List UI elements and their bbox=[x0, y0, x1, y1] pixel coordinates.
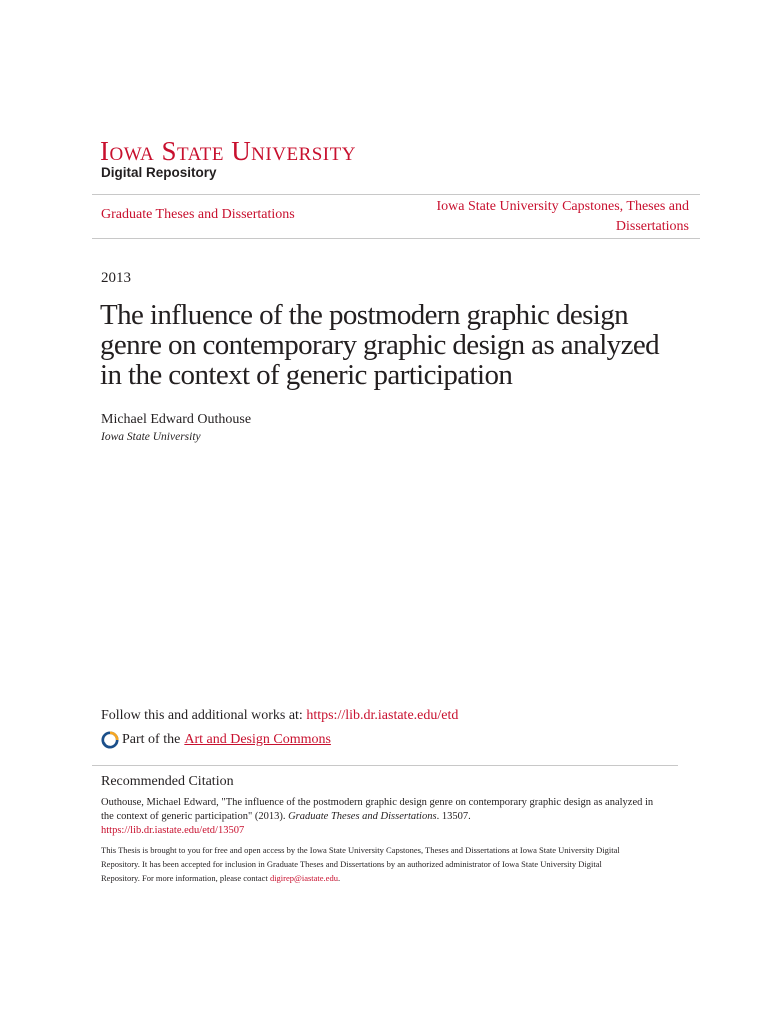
part-of-line bbox=[101, 731, 331, 749]
thesis-title-line3: in the context of generic participation bbox=[100, 359, 513, 391]
thesis-title bbox=[100, 300, 660, 390]
citation-line2 bbox=[101, 810, 661, 824]
access-notice-line1: This Thesis is brought to you for free and open access by the Iowa State University Capstones, Theses and Dissertations at Iowa State University Digital bbox=[101, 845, 620, 855]
access-notice-line3-text: Repository. For more information, please contact bbox=[101, 873, 268, 883]
header-divider-bottom bbox=[92, 238, 700, 239]
part-of-label: Part of the bbox=[122, 732, 181, 747]
follow-label: Follow this and additional works at: bbox=[101, 708, 303, 723]
citation-text bbox=[101, 796, 661, 838]
access-notice bbox=[101, 843, 661, 885]
thesis-title-line1: The influence of the postmodern graphic design bbox=[100, 299, 629, 331]
art-design-commons-link[interactable]: Art and Design Commons bbox=[184, 732, 331, 747]
collection-link-graduate-theses[interactable]: Graduate Theses and Dissertations bbox=[101, 207, 295, 222]
citation-journal: Graduate Theses and Dissertations bbox=[288, 811, 437, 822]
publication-year: 2013 bbox=[101, 270, 131, 286]
access-notice-period: . bbox=[337, 873, 341, 883]
university-wordmark: Iowa State University bbox=[100, 136, 356, 166]
author-affiliation: Iowa State University bbox=[101, 431, 201, 443]
follow-url-link[interactable]: https://lib.dr.iastate.edu/etd bbox=[306, 708, 459, 723]
collection-link-capstones[interactable] bbox=[389, 197, 689, 237]
citation-line2-text: the context of generic participation" (2013). bbox=[101, 811, 286, 822]
citation-url-link[interactable]: https://lib.dr.iastate.edu/etd/13507 bbox=[101, 825, 245, 836]
thesis-title-line2: genre on contemporary graphic design as analyzed bbox=[100, 329, 660, 361]
bepress-commons-icon bbox=[101, 731, 119, 749]
repository-name: Digital Repository bbox=[101, 165, 217, 180]
author-name: Michael Edward Outhouse bbox=[101, 412, 252, 427]
contact-email-link[interactable]: digirep@iastate.edu bbox=[269, 873, 338, 883]
citation-number: . 13507. bbox=[436, 811, 471, 822]
follow-line bbox=[101, 708, 458, 724]
header-divider-top bbox=[92, 194, 700, 195]
access-notice-line2: Repository. It has been accepted for inclusion in Graduate Theses and Dissertations by an authorized administrator of Iowa State University Digital bbox=[101, 859, 602, 869]
access-notice-line3 bbox=[101, 871, 661, 885]
collection-link-capstones-line1: Iowa State University Capstones, Theses and bbox=[436, 199, 689, 214]
citation-line1: Outhouse, Michael Edward, "The influence of the postmodern graphic design genre on contemporary graphic design as analyzed in bbox=[101, 797, 654, 808]
recommended-citation-heading: Recommended Citation bbox=[101, 774, 234, 789]
collection-link-capstones-line2: Dissertations bbox=[615, 219, 689, 234]
citation-divider bbox=[92, 765, 678, 766]
